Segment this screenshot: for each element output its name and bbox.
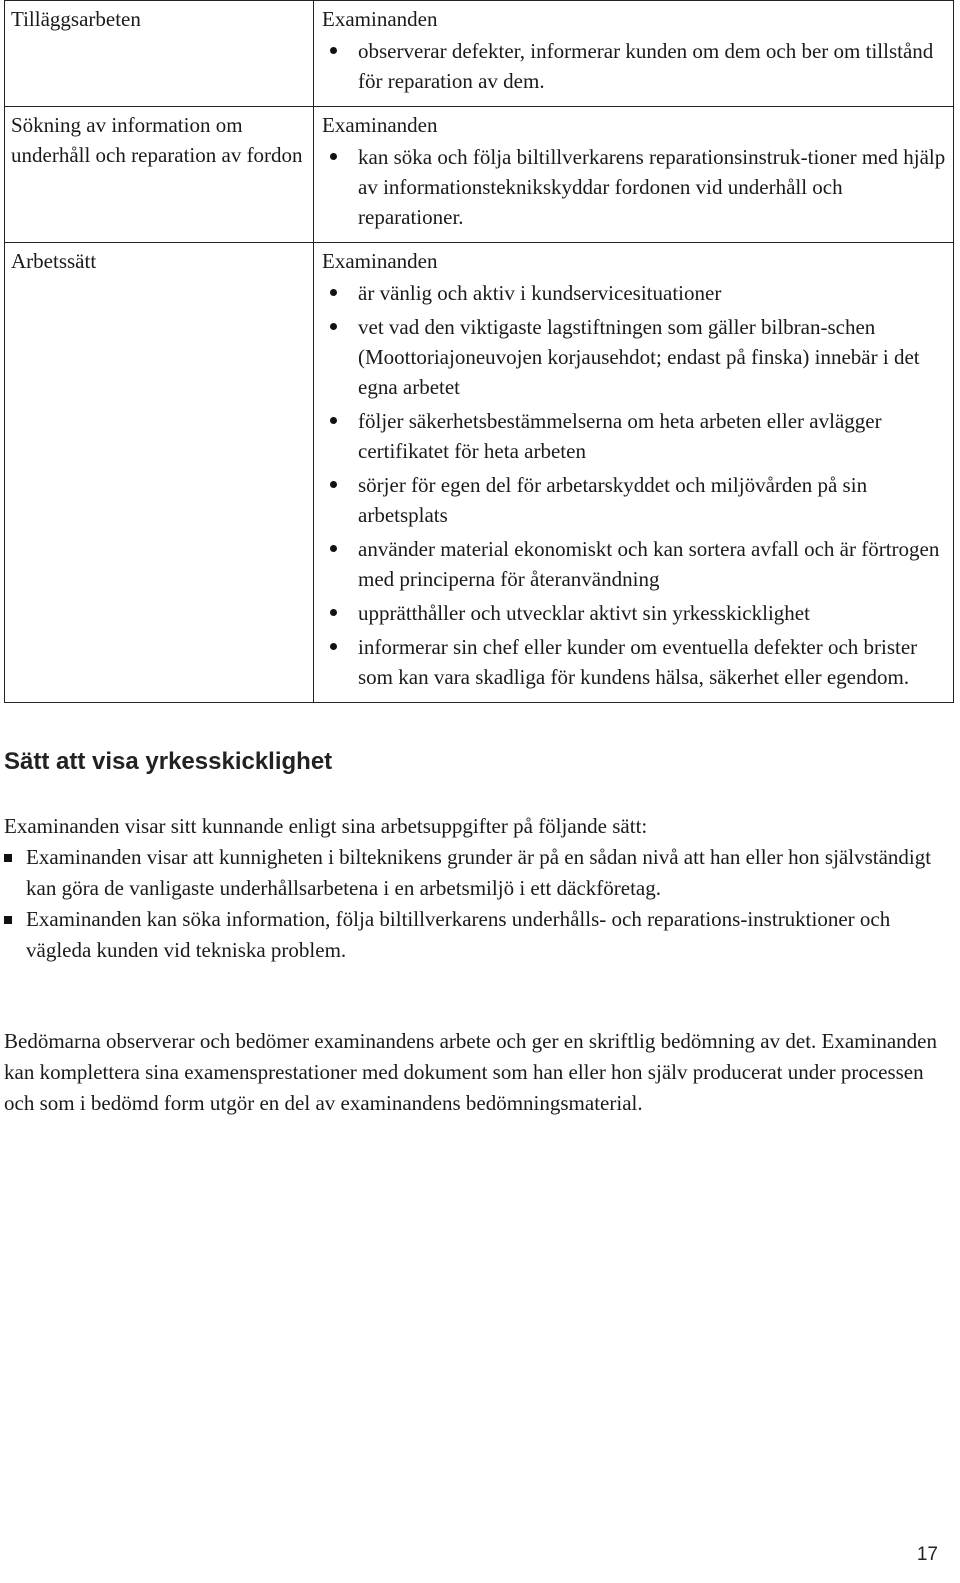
- list-item: [322, 406, 949, 466]
- bullet-dot-icon: [330, 47, 337, 54]
- bullet-dot-icon: [330, 481, 337, 488]
- bullet-square-icon: [4, 854, 12, 862]
- criteria-list: [322, 142, 949, 232]
- bullet-dot-icon: [330, 643, 337, 650]
- table-row: [5, 107, 954, 243]
- list-item: [322, 632, 949, 692]
- list-item: [322, 312, 949, 402]
- list-item: [322, 470, 949, 530]
- criteria-list: [322, 278, 949, 692]
- list-item: [322, 142, 949, 232]
- list-item-text: kan söka och följa biltillverkarens reparationsinstruk-tioner med hjälp av informationsteknikskyddar fordonen vid underhåll och reparationer.: [358, 145, 946, 229]
- list-item-text: upprätthåller och utvecklar aktivt sin yrkesskicklighet: [358, 601, 810, 625]
- row-content: [314, 1, 954, 107]
- list-item: [4, 842, 939, 904]
- cell-heading: Examinanden: [322, 7, 438, 31]
- cell-heading: Examinanden: [322, 249, 438, 273]
- bullet-dot-icon: [330, 323, 337, 330]
- row-content: [314, 107, 954, 243]
- criteria-table: [4, 0, 954, 703]
- row-label: Tilläggsarbeten: [5, 1, 314, 107]
- list-item: [322, 278, 949, 308]
- bullet-dot-icon: [330, 289, 337, 296]
- demonstration-list: [4, 842, 939, 966]
- list-item-text: Examinanden visar att kunnigheten i bilteknikens grunder är på en sådan nivå att han eller hon självständigt kan göra de vanligaste underhållsarbetena i en arbetsmiljö i ett däckföretag.: [26, 845, 932, 900]
- list-item-text: följer säkerhetsbestämmelserna om heta arbeten eller avlägger certifikatet för heta arbeten: [358, 409, 882, 463]
- bullet-dot-icon: [330, 545, 337, 552]
- list-item-text: använder material ekonomiskt och kan sortera avfall och är förtrogen med principerna för återanvändning: [358, 537, 940, 591]
- row-content: [314, 243, 954, 703]
- list-item: [4, 904, 939, 966]
- intro-paragraph: Examinanden visar sitt kunnande enligt sina arbetsuppgifter på följande sätt:: [4, 814, 648, 838]
- list-item: [322, 36, 949, 96]
- list-item-text: Examinanden kan söka information, följa biltillverkarens underhålls- och reparations-instruktioner och vägleda kunden vid tekniska problem.: [26, 907, 891, 962]
- list-item-text: informerar sin chef eller kunder om eventuella defekter och brister som kan vara skadliga för kundens hälsa, säkerhet eller egendom.: [358, 635, 918, 689]
- list-item: [322, 598, 949, 628]
- list-item-text: vet vad den viktigaste lagstiftningen som gäller bilbran-schen (Moottoriajoneuvojen korjausehdot; endast på finska) innebär i det egna arbetet: [358, 315, 920, 399]
- table-row: [5, 243, 954, 703]
- row-label: Sökning av information om underhåll och reparation av fordon: [5, 107, 314, 243]
- cell-heading: Examinanden: [322, 113, 438, 137]
- bullet-dot-icon: [330, 417, 337, 424]
- bullet-square-icon: [4, 916, 12, 924]
- section-heading: Sätt att visa yrkesskicklighet: [4, 748, 333, 775]
- list-item: [322, 534, 949, 594]
- list-item-text: observerar defekter, informerar kunden om dem och ber om tillstånd för reparation av dem.: [358, 39, 934, 93]
- criteria-list: [322, 36, 949, 96]
- list-item-text: sörjer för egen del för arbetarskyddet och miljövården på sin arbetsplats: [358, 473, 868, 527]
- bullet-dot-icon: [330, 153, 337, 160]
- table-row: [5, 1, 954, 107]
- bullet-dot-icon: [330, 609, 337, 616]
- list-item-text: är vänlig och aktiv i kundservicesituationer: [358, 281, 722, 305]
- row-label: Arbetssätt: [5, 243, 314, 703]
- closing-paragraph: Bedömarna observerar och bedömer examinandens arbete och ger en skriftlig bedömning av det. Examinanden kan komplettera sina examensprestationer med dokument som han eller hon själv producerat under processen och som i bedömd form utgör en del av examinandens bedömningsmaterial.: [4, 1029, 937, 1115]
- page-number: 17: [916, 1544, 938, 1565]
